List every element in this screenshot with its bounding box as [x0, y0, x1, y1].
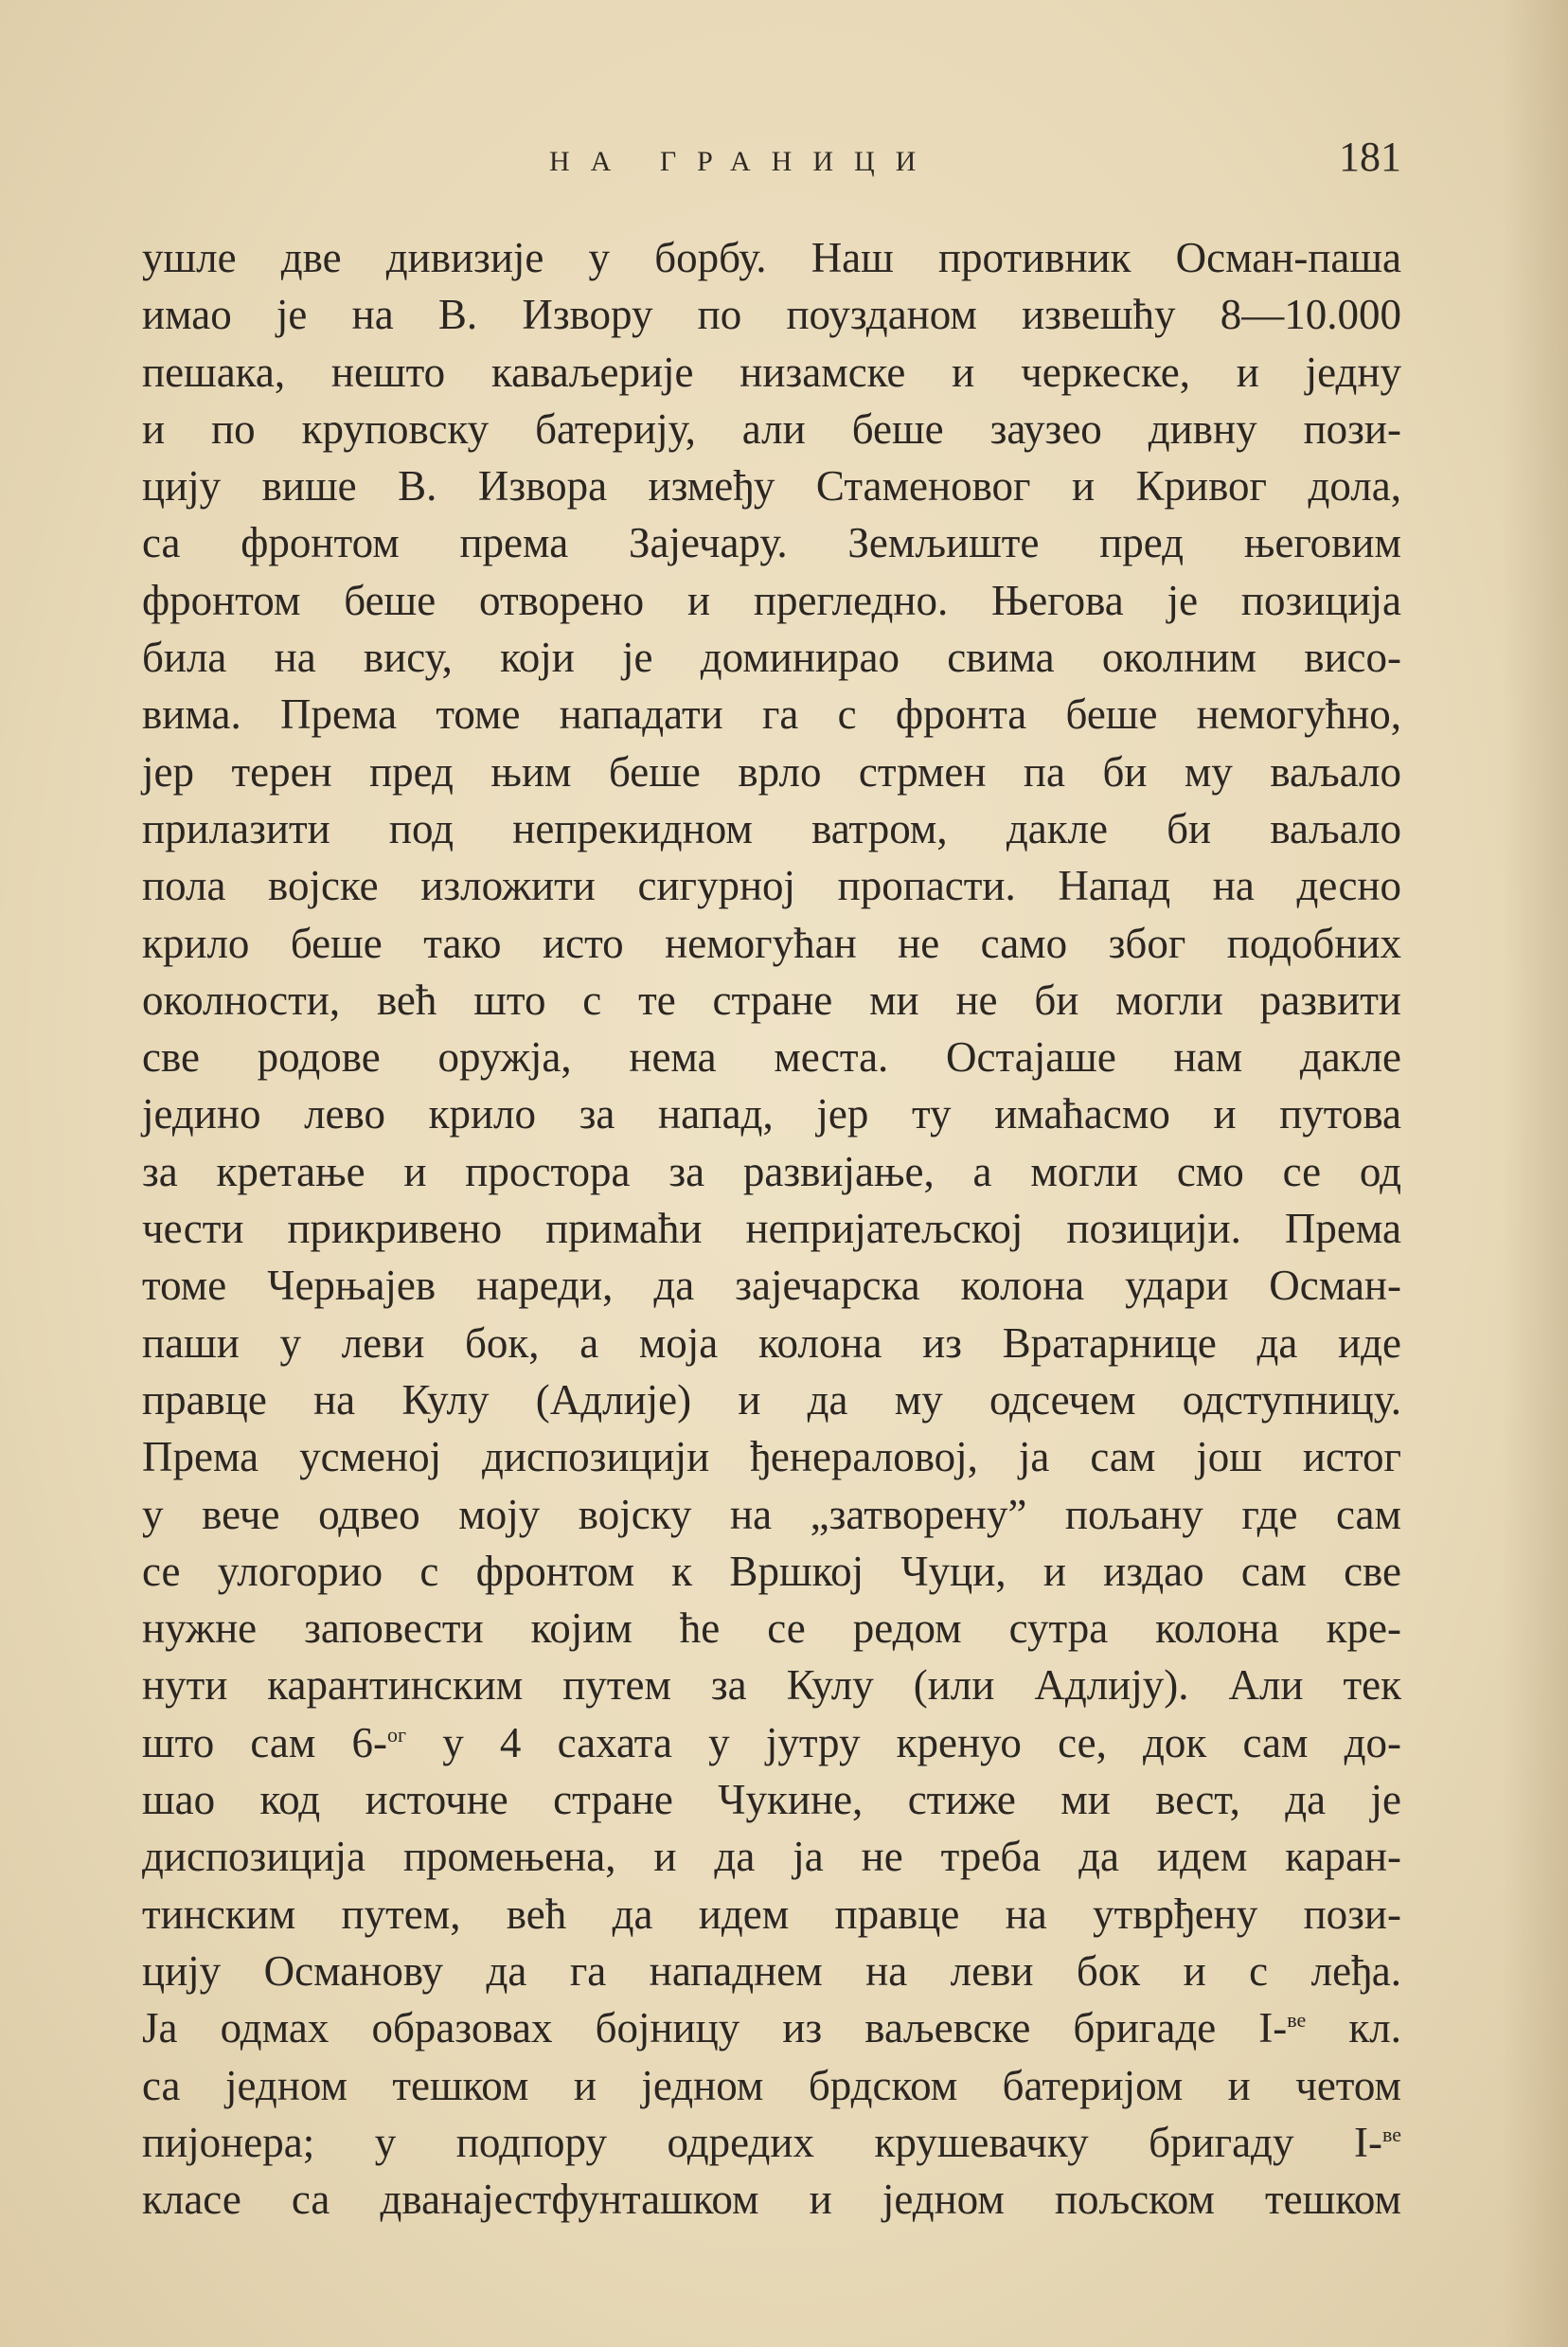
text-line: правце на Кулу (Адлије) и да му одсечем одступницу.	[142, 1375, 1401, 1424]
text-line: класе са дванајестфунташком и једном пољском тешком	[142, 2176, 1401, 2224]
text-line: крило беше тако исто немогућан не само због подобних	[142, 919, 1401, 967]
text-line: и по круповску батерију, али беше заузео дивну пози-	[142, 404, 1401, 453]
text-line: јер терен пред њим беше врло стрмен па би му ваљало	[142, 747, 1401, 796]
text-line: са фронтом према Зајечару. Земљиште пред његовим	[142, 519, 1401, 567]
running-head: НА ГРАНИЦИ	[549, 146, 937, 177]
text-line: Према усменој диспозицији ђенераловој, ја сам још истог	[142, 1433, 1401, 1481]
text-line: паши у леви бок, а моја колона из Вратарнице да иде	[142, 1318, 1401, 1367]
text-line: диспозиција промењена, и да ја не треба да идем каран-	[142, 1833, 1401, 1881]
text-line: прилазити под непрекидном ватром, дакле би ваљало	[142, 804, 1401, 852]
text-line: једино лево крило за напад, јер ту имаћасмо и путова	[142, 1090, 1401, 1138]
line-text: што сам 6-	[142, 1718, 388, 1766]
text-line: вима. Према томе нападати га с фронта беше немогућно,	[142, 690, 1401, 739]
body-text	[142, 229, 1401, 2228]
page-edge-shadow	[1502, 0, 1568, 2347]
text-line: томе Черњајев нареди, да зајечарска колона удари Осман-	[142, 1262, 1401, 1310]
text-line: тинским путем, већ да идем правце на утврђену пози-	[142, 1890, 1401, 1938]
text-line: цију Османову да га нападнем на леви бок и с леђа.	[142, 1946, 1401, 1995]
text-line: нужне заповести којим ће се редом сутра колона кре-	[142, 1604, 1401, 1653]
line-text: кл.	[1306, 2004, 1401, 2052]
text-line-with-superscript	[142, 2114, 1401, 2171]
superscript: ог	[387, 1722, 407, 1747]
superscript: ве	[1381, 2122, 1401, 2146]
text-line: са једном тешком и једном брдском батеријом и четом	[142, 2061, 1401, 2109]
text-line: пола војске изложити сигурној пропасти. Напад на десно	[142, 862, 1401, 910]
line-text: пијонера; у подпору одредих крушевачку бригаду I-	[142, 2118, 1382, 2166]
text-line-with-superscript	[142, 1714, 1401, 1771]
page-header	[142, 133, 1401, 189]
text-line: ушле две дивизије у борбу. Наш противник Осман-паша	[142, 234, 1401, 281]
text-line: пешака, нешто каваљерије низамске и черкеске, и једну	[142, 348, 1401, 396]
page-number: 181	[1339, 134, 1401, 180]
text-line: цију више В. Извора између Стаменовог и Кривог дола,	[142, 462, 1401, 511]
line-text: Ја одмах образовах бојницу из ваљевске бригаде I-	[142, 2004, 1288, 2052]
text-line: имао је на В. Извору по поузданом извешћу 8—10.000	[142, 291, 1401, 339]
text-line: у вече одвео моју војску на „затворену” пољану где сам	[142, 1490, 1401, 1538]
text-line-with-superscript	[142, 1999, 1401, 2056]
text-line: фронтом беше отворено и прегледно. Његова је позиција	[142, 576, 1401, 624]
text-line: чести прикривено примаћи непријатељској позицији. Према	[142, 1205, 1401, 1253]
text-line: била на вису, који је доминирао свима околним висо-	[142, 634, 1401, 682]
text-line: шао код источне стране Чукине, стиже ми вест, да је	[142, 1776, 1401, 1824]
superscript: ве	[1287, 2008, 1307, 2033]
text-line: све родове оружја, нема места. Остајаше нам дакле	[142, 1033, 1401, 1082]
text-line: се улогорио с фронтом к Вршкој Чуци, и издао сам све	[142, 1547, 1401, 1595]
line-text: у 4 сахата у јутру кренуо се, док сам до-	[406, 1718, 1401, 1766]
text-line: за кретање и простора за развијање, а могли смо се од	[142, 1147, 1401, 1195]
text-line: околности, већ што с те стране ми не би могли развити	[142, 976, 1401, 1024]
text-line: нути карантинским путем за Кулу (или Адлију). Али тек	[142, 1661, 1401, 1710]
